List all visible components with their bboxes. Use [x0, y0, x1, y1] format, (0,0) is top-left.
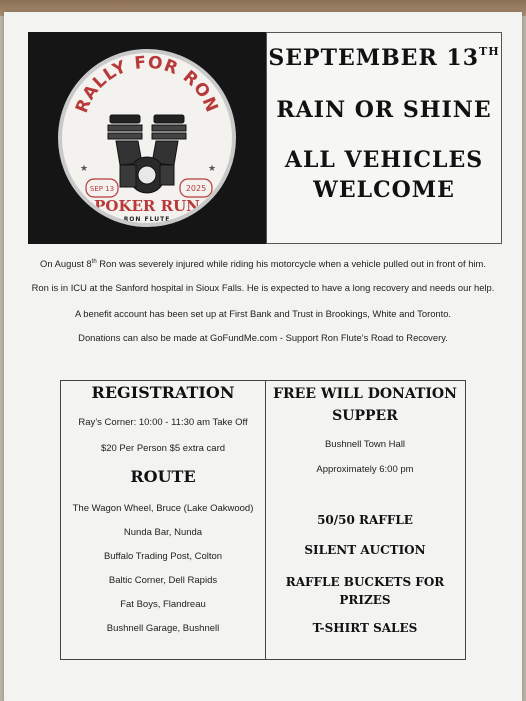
supper-heading — [265, 383, 465, 427]
story-paragraph-3: A benefit account has been set up at First Bank and Trust in Brookings, White and Toronto. — [74, 308, 452, 319]
route-stop: The Wagon Wheel, Bruce (Lake Oakwood) — [72, 503, 254, 514]
poker-run-logo — [58, 49, 236, 227]
route-stop: Nunda Bar, Nunda — [123, 527, 203, 538]
logo-bottom-text: POKER RUN — [94, 197, 200, 215]
story-paragraph-2: Ron is in ICU at the Sanford hospital in Sioux Falls. He is expected to have a long recovery and needs our help. — [31, 282, 495, 293]
route-stop: Fat Boys, Flandreau — [120, 599, 206, 610]
story-paragraph-1: On August 8th Ron was severely injured while riding his motorcycle when a vehicle pulled out in front of him. — [40, 258, 486, 269]
logo-date-badge: SEP 13 — [89, 185, 115, 193]
route-stop: Baltic Corner, Dell Rapids — [108, 575, 218, 586]
registration-column — [61, 381, 266, 659]
weather-notice: RAIN OR SHINE — [276, 97, 492, 123]
logo-year-badge: 2025 — [185, 184, 207, 193]
vehicles-line1: ALL VEHICLES — [284, 147, 484, 173]
supper-heading-line1: FREE WILL DONATION — [273, 386, 457, 402]
supper-location: Bushnell Town Hall — [324, 439, 406, 450]
vehicles-line2: WELCOME — [313, 177, 455, 203]
supper-heading-line2: SUPPER — [332, 408, 398, 424]
supper-time: Approximately 6:00 pm — [316, 464, 414, 475]
vehicles-notice — [267, 145, 501, 205]
route-stop: Bushnell Garage, Bushnell — [106, 623, 220, 634]
story-paragraph-4: Donations can also be made at GoFundMe.com - Support Ron Flute’s Road to Recovery. — [78, 332, 448, 343]
star-right-icon: ★ — [208, 164, 217, 174]
buckets-line2: PRIZES — [339, 593, 391, 607]
registration-price: $20 Per Person $5 extra card — [100, 443, 226, 454]
svg-text:RALLY FOR RON — [72, 53, 222, 116]
engine-illustration — [62, 53, 232, 223]
auction-item: SILENT AUCTION — [304, 543, 426, 557]
route-heading: ROUTE — [130, 467, 196, 486]
registration-time: Ray’s Corner: 10:00 - 11:30 am Take Off — [78, 417, 248, 428]
star-left-icon: ★ — [80, 164, 89, 174]
event-date: SEPTEMBER 13TH — [268, 45, 500, 71]
headline-panel — [266, 32, 502, 244]
details-table — [60, 380, 466, 660]
logo-panel — [28, 32, 266, 244]
supper-column — [265, 381, 465, 659]
buckets-item — [265, 573, 465, 609]
tshirt-item: T-SHIRT SALES — [312, 621, 418, 635]
registration-heading: REGISTRATION — [91, 383, 235, 402]
route-stop: Buffalo Trading Post, Colton — [103, 551, 223, 562]
logo-name-text: RON FLUTE — [123, 216, 171, 223]
raffle-item: 50/50 RAFFLE — [317, 513, 413, 527]
buckets-line1: RAFFLE BUCKETS FOR — [285, 575, 445, 589]
logo-top-text: RALLY FOR RON — [72, 53, 222, 116]
